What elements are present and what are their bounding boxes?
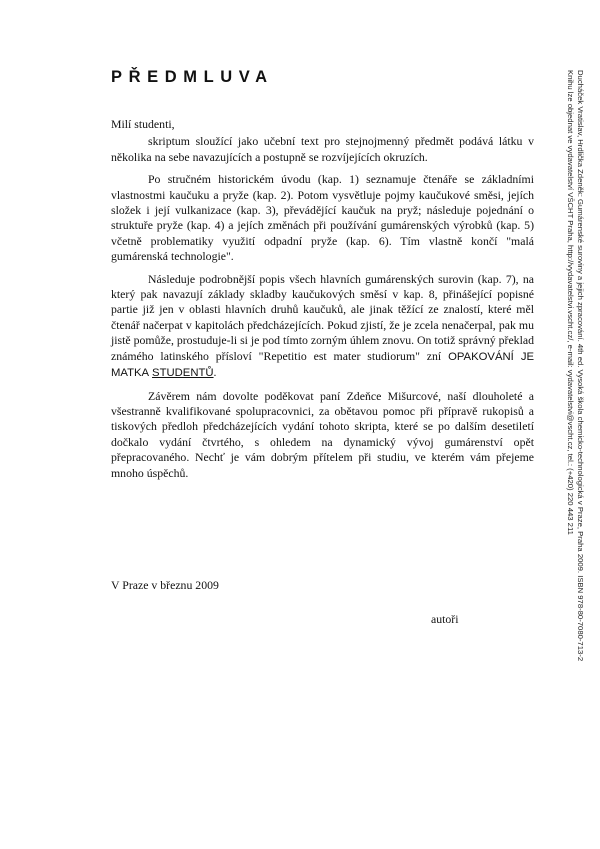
motto-underlined-word: STUDENTŮ [152, 367, 214, 380]
paragraph-3 [111, 272, 534, 382]
order-info-line: Knihu lze objednat ve vydavatelství VŠCHT Praha, http://vydavatelstvi.vscht.cz/, e-mail: vydavatelstvi@vscht.cz, tel.: (+420) 220 443 211 [566, 70, 575, 535]
side-citation-note [565, 70, 585, 662]
signature: autoři [431, 612, 459, 626]
paragraph-4: Závěrem nám dovolte poděkovat paní Zdeňce Mišurcové, naší dlouholeté a všestranně kvalifikované spolupracovnici, za obětavou pomoc při přípravě rukopisů a tiskových předloh předcházejících vydání tohoto skripta, které se po dalším desetiletí dočkalo vydání čtvrtého, s ohledem na dynamický vývoj gumárenství opět přepracovaného. Nechť je vám dobrým přítelem při studiu, ve kterém vám přejeme mnoho úspěchů. [111, 388, 534, 480]
preface-body [111, 117, 534, 481]
greeting: Milí studenti, [111, 117, 175, 131]
citation-line: Ducháček Vratislav, Hrdlička Zdeněk: Gumárenské suroviny a jejich zpracování. 4th ed. Vysoká škola chemicko-technologická v Praze, Praha 2009. ISBN 978-80-7080-713-2 [576, 70, 585, 662]
page-title: PŘEDMLUVA [111, 68, 274, 86]
paragraph-3-end: . [213, 365, 217, 380]
motto-caps: OPAKOVÁNÍ JE MATKA [111, 350, 534, 380]
paragraph-1: skriptum sloužící jako učební text pro stejnojmenný předmět podává látku v několika na sebe navazujících a postupně se rozvíjejících okruzích. [111, 134, 534, 164]
paragraph-3-text: Následuje podrobnější popis všech hlavních gumárenských surovin (kap. 7), na který pak navazují základy skladby kaučukových směsí v kap. 8, přinášející popisné partie již jen v oblasti hlavních druhů kaučuků, ale jinak těžící ze znalostí, které měl čtenář načerpat v kapitolách předcházejících. Pokud zjistí, že je zcela nenačerpal, pak mu jistě pomůže, prostuduje-li si je pod tímto zorným úhlem znovu. On totiž správný překlad známého latinského přísloví "Repetitio est mater studiorum" zní [111, 271, 534, 363]
paragraph-2: Po stručném historickém úvodu (kap. 1) seznamuje čtenáře se základními vlastnostmi kaučuku a pryže (kap. 2). Potom vysvětluje pojmy kaučukové směsi, jejích složek i její vulkanizace (kap. 3), převádějící kaučuk na pryž; následuje pojednání o struktuře pryže (kap. 4) a jejích změnách při používání gumárenských výrobků (kap. 5) včetně problematiky využití odpadní pryže (kap. 6). Tím vlastně končí "malá gumárenská technologie". [111, 172, 534, 264]
place-date: V Praze v březnu 2009 [111, 578, 219, 592]
